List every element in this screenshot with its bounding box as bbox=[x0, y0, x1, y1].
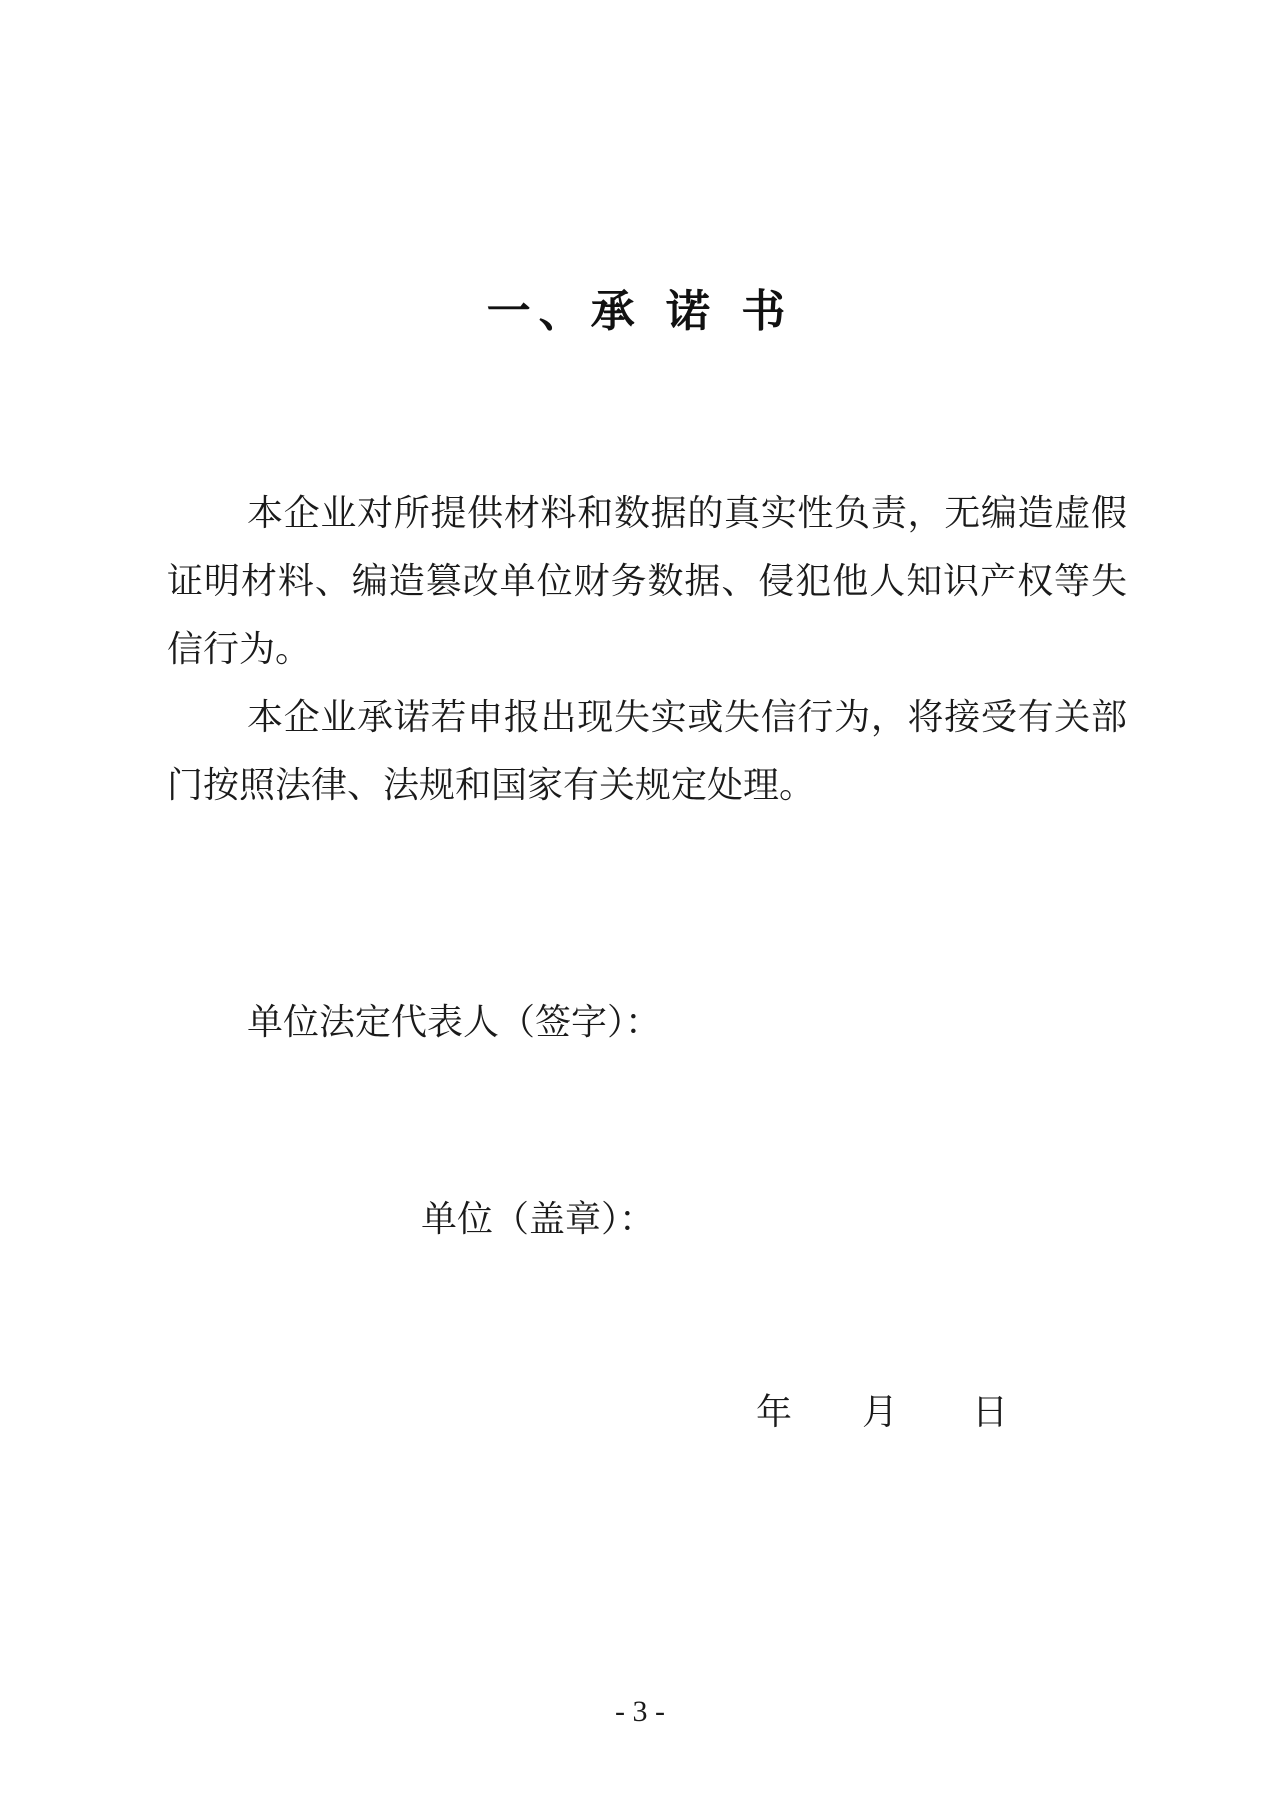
date-month-label: 月 bbox=[862, 1392, 899, 1433]
page-number: - 3 - bbox=[615, 1695, 665, 1728]
date-day-label: 日 bbox=[972, 1392, 1009, 1433]
legal-representative-signature-label: 单位法定代表人（签字）： bbox=[247, 1002, 662, 1043]
commitment-body bbox=[167, 480, 1127, 820]
paragraph-2: 本企业承诺若申报出现失实或失信行为，将接受有关部门按照法律、法规和国家有关规定处理。 bbox=[167, 697, 1127, 806]
paragraph-1: 本企业对所提供材料和数据的真实性负责，无编造虚假证明材料、编造篡改单位财务数据、侵犯他人知识产权等失信行为。 bbox=[167, 493, 1127, 670]
document-title: 一、承 诺 书 bbox=[486, 286, 794, 337]
date-year-label: 年 bbox=[756, 1392, 793, 1433]
date-line bbox=[756, 1388, 1008, 1438]
unit-seal-label: 单位（盖章）： bbox=[421, 1199, 656, 1240]
